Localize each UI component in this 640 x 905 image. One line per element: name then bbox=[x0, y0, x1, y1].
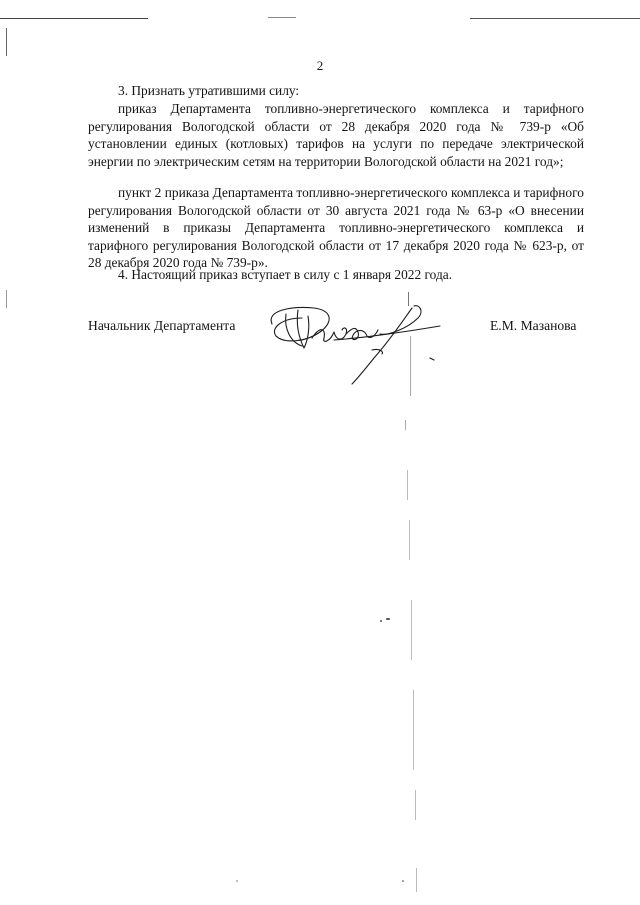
paragraph-repealed-order: приказ Департамента топливно-энергетического комплекса и тарифного регулирования Вологодской области от 28 декабря 2020 года № 739-р «Об установлении единых (котловых) тарифов на услуги по передаче электрической энергии по электрическим сетям на территории Вологодской области на 2021 год»; bbox=[88, 101, 584, 169]
scan-crease bbox=[405, 420, 406, 430]
paragraph-repealed-clause: пункт 2 приказа Департамента топливно-энергетического комплекса и тарифного регулирования Вологодской области от 30 августа 2021 года № 63-р «О внесении изменений в приказы Департамента топливно-энергетического комплекса и тарифного регулирования Вологодской области от 17 декабря 2020 года № 623-р, от 28 декабря 2020 года № 739-р». bbox=[88, 185, 584, 271]
section-heading: 3. Признать утратившими силу: bbox=[118, 83, 300, 98]
paragraph-effective-date: 4. Настоящий приказ вступает в силу с 1 января 2022 года. bbox=[118, 267, 453, 282]
scan-edge-top-left bbox=[0, 18, 148, 19]
signatory-name: Е.М. Мазанова bbox=[490, 318, 577, 333]
scan-crease bbox=[409, 520, 410, 560]
scan-edge-top-right bbox=[470, 18, 640, 19]
scan-speck bbox=[386, 618, 390, 620]
scan-crease bbox=[416, 868, 417, 892]
scan-crease bbox=[413, 690, 414, 770]
scan-edge-left bbox=[6, 28, 7, 56]
scan-crease bbox=[407, 470, 408, 500]
scan-crease bbox=[415, 790, 416, 820]
handwritten-signature bbox=[262, 288, 452, 388]
scan-edge-top-middle bbox=[268, 17, 296, 18]
scan-speck bbox=[380, 620, 382, 622]
signatory-title: Начальник Департамента bbox=[88, 318, 236, 333]
scan-edge-left-lower bbox=[6, 290, 7, 308]
scan-crease bbox=[411, 600, 412, 660]
scan-speck bbox=[402, 880, 404, 882]
page-number: 2 bbox=[316, 58, 324, 73]
scan-speck bbox=[236, 880, 238, 882]
